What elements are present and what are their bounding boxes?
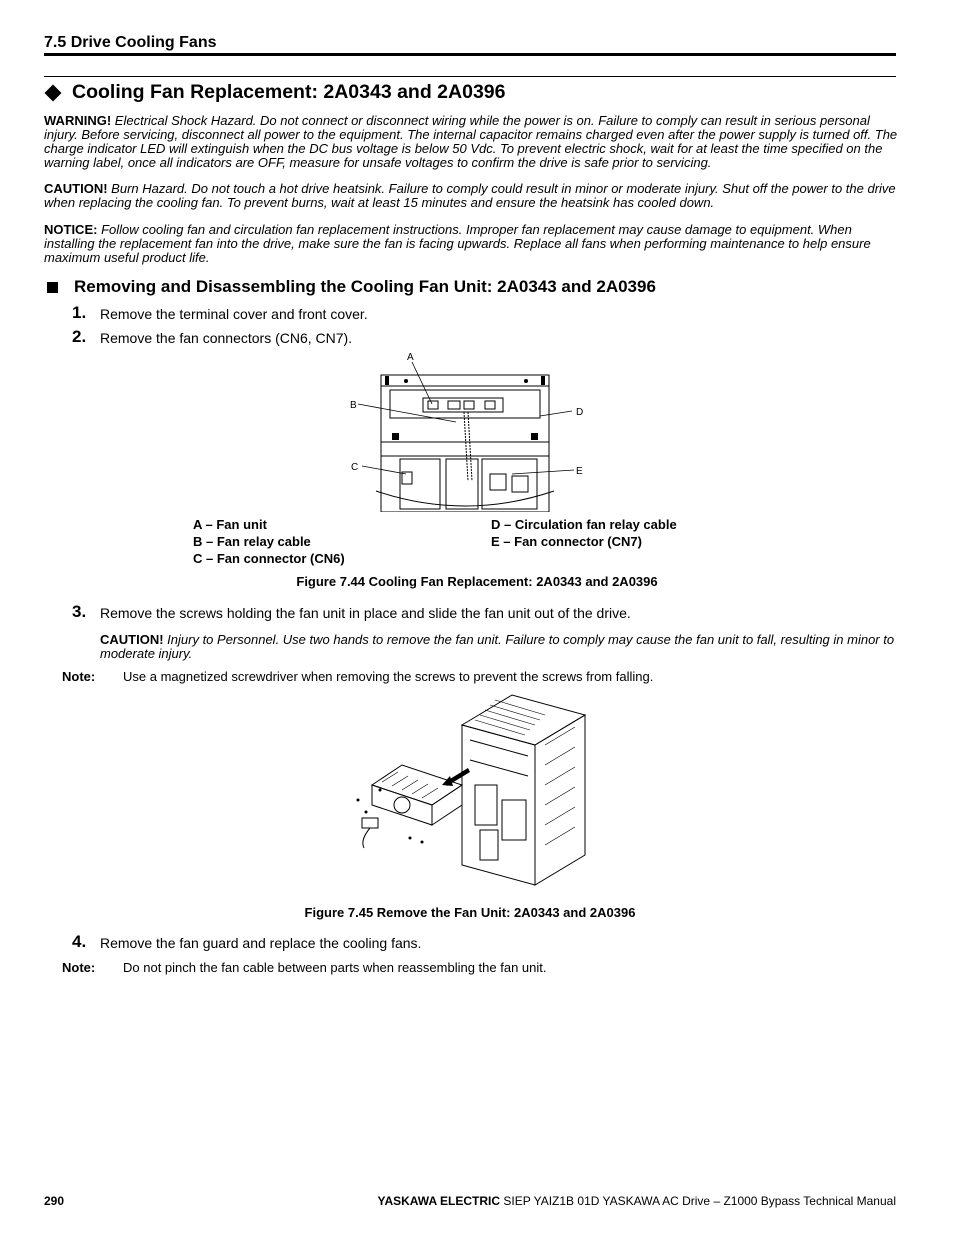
drive-top xyxy=(462,695,585,745)
subsection-title: Removing and Disassembling the Cooling Fan Unit: 2A0343 and 2A0396 xyxy=(74,277,656,296)
footer-doc-title: SIEP YAIZ1B 01D YASKAWA AC Drive – Z1000 Bypass Technical Manual xyxy=(500,1194,896,1208)
step-text: Remove the terminal cover and front cover. xyxy=(100,306,368,322)
warning-block xyxy=(44,114,898,170)
caution-block xyxy=(100,633,898,661)
note-text: Do not pinch the fan cable between parts when reassembling the fan unit. xyxy=(123,960,547,975)
section-header: 7.5 Drive Cooling Fans xyxy=(44,34,217,51)
callout-a: A xyxy=(407,352,414,363)
note-text: Use a magnetized screwdriver when removing the screws to prevent the screws from falling. xyxy=(123,669,654,684)
title-rule xyxy=(44,76,896,77)
legend-item: A – Fan unit xyxy=(193,517,267,532)
notice-label: NOTICE: xyxy=(44,222,98,237)
notice-block xyxy=(44,223,898,265)
fan-removal-figure xyxy=(350,690,590,890)
page-title: Cooling Fan Replacement: 2A0343 and 2A0396 xyxy=(72,81,506,103)
e-mark-right xyxy=(531,433,538,440)
footer-doc-info xyxy=(378,1194,896,1208)
caution-text: Injury to Personnel. Use two hands to remove the fan unit. Failure to comply may cause the fan unit to fall, resulting in minor to moderate injury. xyxy=(100,632,895,661)
subsection-title-row xyxy=(44,277,656,297)
legend-item: B – Fan relay cable xyxy=(193,534,311,549)
step-text: Remove the screws holding the fan unit in place and slide the fan unit out of the drive. xyxy=(100,605,631,621)
callout-c: C xyxy=(351,462,359,473)
fan-unit xyxy=(423,398,503,412)
step-number: 4. xyxy=(72,932,87,951)
e-mark-left xyxy=(392,433,399,440)
step-number: 3. xyxy=(72,602,87,621)
caution-text: Burn Hazard. Do not touch a hot drive heatsink. Failure to comply could result in minor or moderate injury. Shut off the power to the drive when replacing the cooling fan. To prevent burns, wait at least 15 minutes and ensure the heatsink has cooled down. xyxy=(44,181,896,210)
callout-line-b xyxy=(358,404,456,422)
drive-front xyxy=(462,725,535,885)
drive-side xyxy=(535,715,585,885)
callout-b: B xyxy=(350,400,357,411)
legend-item: C – Fan connector (CN6) xyxy=(193,551,345,566)
figure-caption: Figure 7.45 Remove the Fan Unit: 2A0343 and 2A0396 xyxy=(304,905,636,920)
step-number: 2. xyxy=(72,327,87,346)
legend-item: D – Circulation fan relay cable xyxy=(491,517,677,532)
page-number: 290 xyxy=(44,1194,65,1208)
caution-block xyxy=(44,182,898,210)
note-label: Note: xyxy=(62,960,96,975)
legend-item: E – Fan connector (CN7) xyxy=(491,534,642,549)
diamond-bullet-icon xyxy=(45,84,62,101)
callout-d: D xyxy=(576,407,584,418)
header-rule xyxy=(44,53,896,56)
square-bullet-icon xyxy=(47,282,58,293)
note-label: Note: xyxy=(62,669,96,684)
callout-line-e xyxy=(512,470,574,474)
drive-outline xyxy=(381,375,549,512)
callout-e: E xyxy=(576,466,583,477)
callout-line-a xyxy=(412,362,432,404)
notice-text: Follow cooling fan and circulation fan replacement instructions. Improper fan replacement may cause damage to equipment. When installing the replacement fan into the drive, make sure the fan is facing upwards. Replace all fans when performing maintenance to help ensure maximum useful product life. xyxy=(44,222,871,265)
footer-brand: YASKAWA ELECTRIC xyxy=(377,1194,501,1208)
page-title-row xyxy=(44,81,505,104)
fan-connector-figure xyxy=(340,346,600,512)
step-number: 1. xyxy=(72,303,87,322)
callout-line-d xyxy=(540,411,572,416)
warning-text: Electrical Shock Hazard. Do not connect or disconnect wiring while the power is on. Failure to comply can result in serious personal injury. Before servicing, disconnect all power to the equipment. The internal capacitor remains charged even after the power supply is turned off. The charge indicator LED will extinguish when the DC bus voltage is below 50 Vdc. To prevent electric shock, wait for at least the time specified on the warning label, once all indicators are OFF, measure for unsafe voltages to confirm the drive is safe prior to servicing. xyxy=(44,113,898,170)
caution-label: CAUTION! xyxy=(44,181,108,196)
step-text: Remove the fan guard and replace the cooling fans. xyxy=(100,935,422,951)
step-text: Remove the fan connectors (CN6, CN7). xyxy=(100,330,353,346)
warning-label: WARNING! xyxy=(44,113,112,128)
figure-caption: Figure 7.44 Cooling Fan Replacement: 2A0343 and 2A0396 xyxy=(296,574,658,589)
caution-label: CAUTION! xyxy=(100,632,164,647)
callout-line-c xyxy=(362,466,406,474)
